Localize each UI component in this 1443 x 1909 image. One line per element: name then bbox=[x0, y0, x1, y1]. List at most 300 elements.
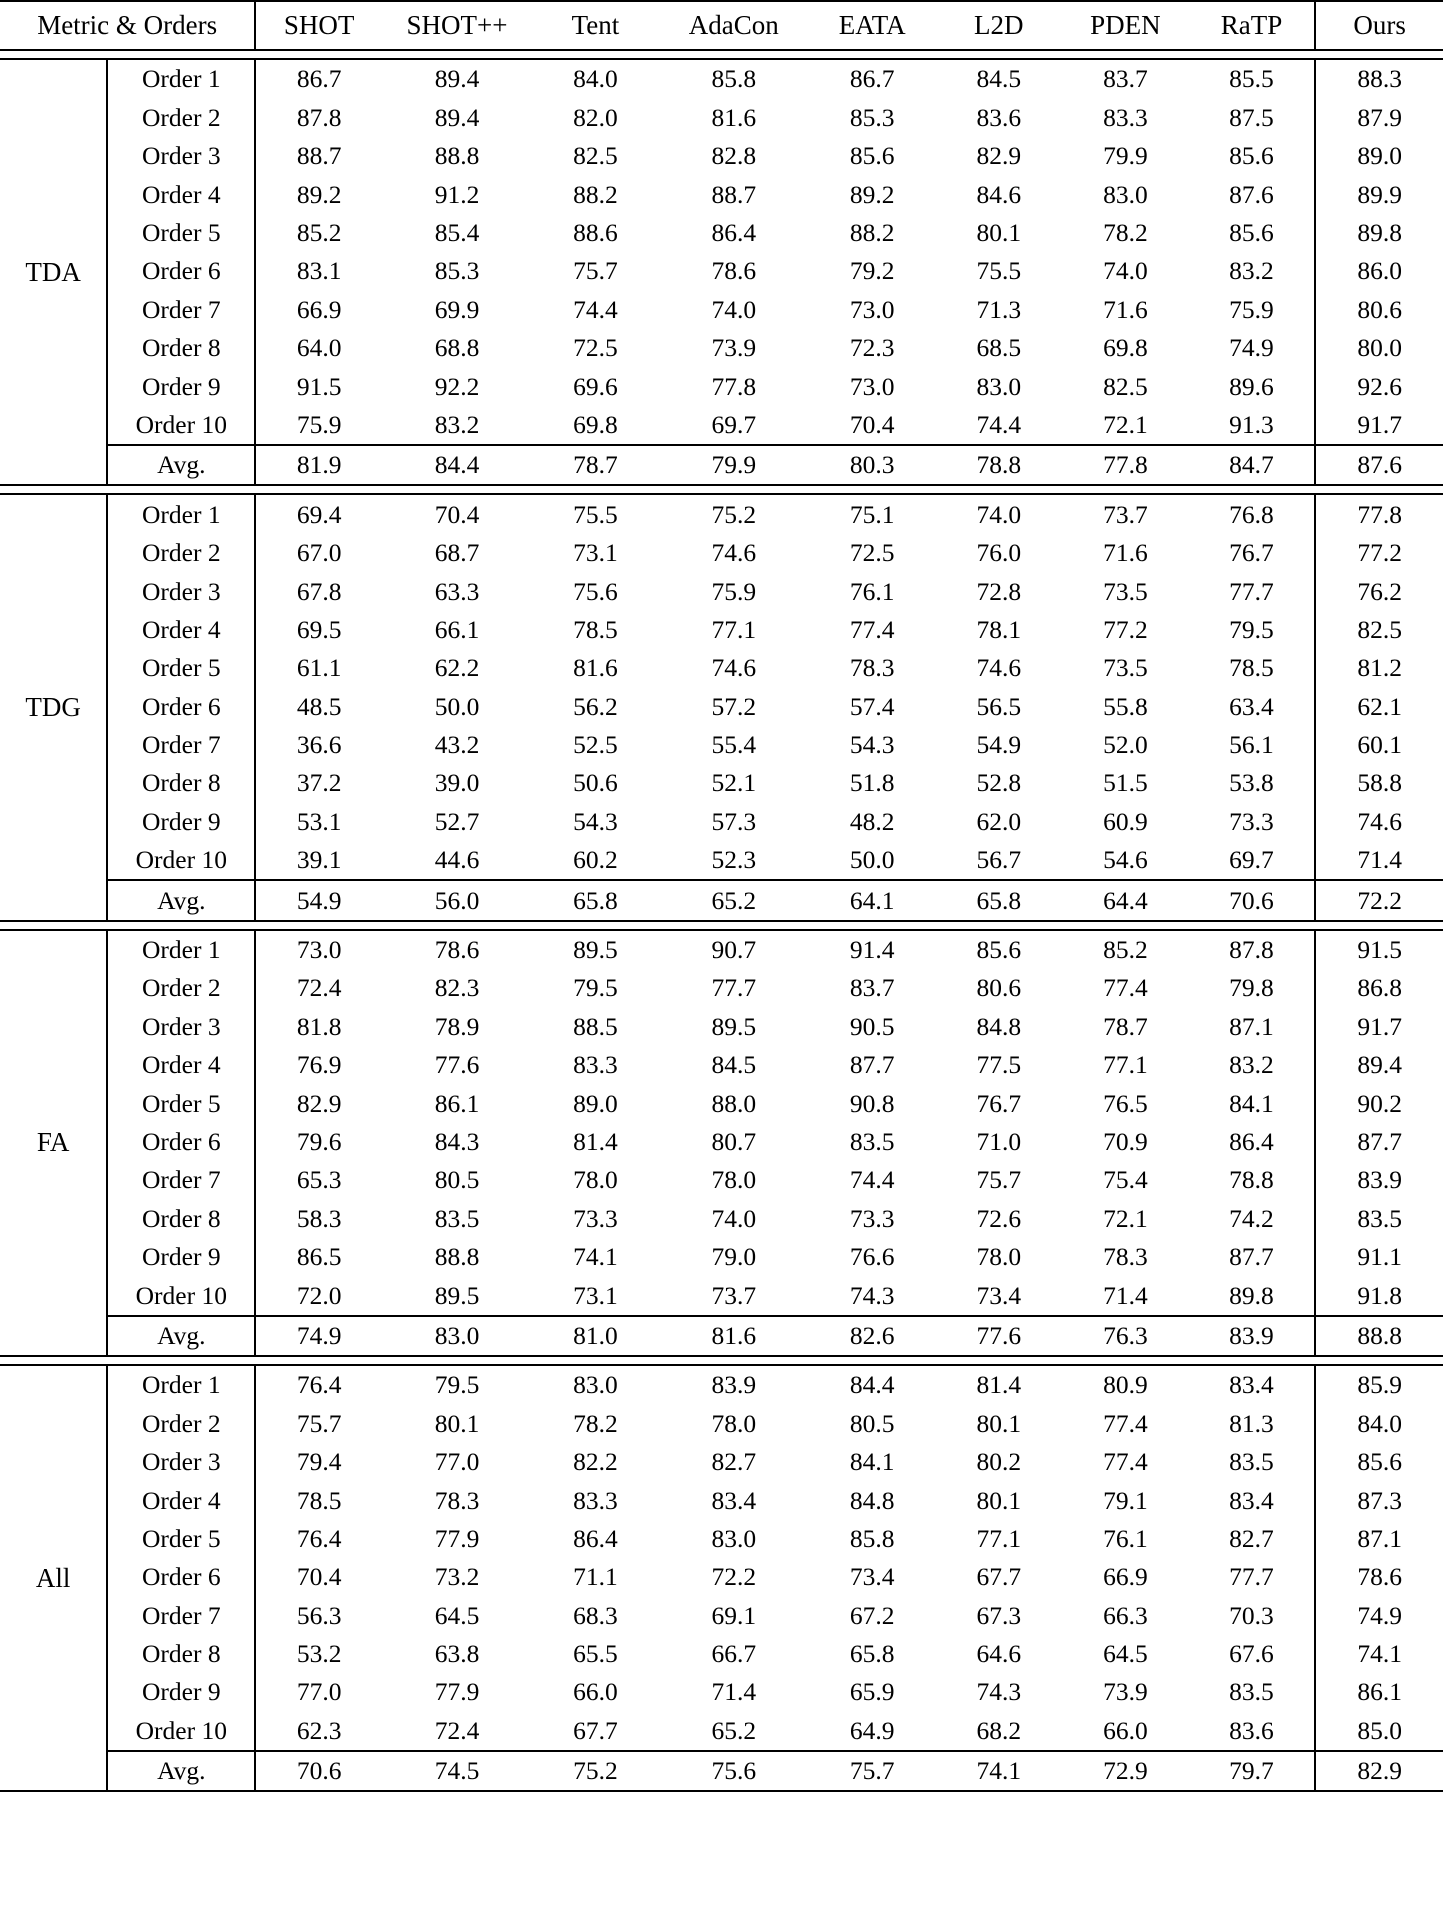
cell-value: 56.5 bbox=[976, 691, 1022, 721]
double-rule bbox=[0, 1355, 1443, 1366]
cell-value: 67.7 bbox=[573, 1715, 618, 1745]
avg-cell-value: 65.8 bbox=[935, 880, 1062, 919]
cell-value: 85.5 bbox=[1189, 60, 1316, 98]
cell-value: 57.2 bbox=[711, 691, 757, 721]
cell-value: 75.5 bbox=[976, 256, 1022, 286]
header-col-eata: EATA bbox=[838, 10, 906, 40]
cell-value: 78.2 bbox=[573, 1408, 618, 1438]
avg-cell-value: 75.6 bbox=[659, 1751, 809, 1791]
order-label: Order 6 bbox=[107, 252, 255, 290]
order-label: Order 5 bbox=[107, 1519, 255, 1557]
cell-value: 73.4 bbox=[849, 1562, 895, 1592]
cell-ours: 62.1 bbox=[1357, 691, 1402, 721]
table-header-row bbox=[0, 2, 1443, 49]
cell-value: 52.1 bbox=[711, 768, 757, 798]
section-double-rule bbox=[0, 484, 1443, 495]
cell-value: 79.6 bbox=[296, 1126, 342, 1156]
cell-value: 74.4 bbox=[976, 409, 1022, 439]
cell-value: 76.5 bbox=[1103, 1088, 1148, 1118]
order-label: Order 2 bbox=[107, 98, 255, 136]
cell-ours: 84.0 bbox=[1357, 1408, 1402, 1438]
cell-value: 81.6 bbox=[711, 102, 757, 132]
cell-value: 79.5 bbox=[573, 973, 618, 1003]
cell-value: 88.7 bbox=[296, 141, 342, 171]
cell-value: 81.3 bbox=[1189, 1404, 1316, 1442]
order-label: Order 1 bbox=[107, 495, 255, 533]
cell-value: 70.4 bbox=[296, 1562, 342, 1592]
metric-label-TDA: TDA bbox=[0, 60, 107, 484]
order-label: Order 9 bbox=[107, 1673, 255, 1711]
cell-value: 75.7 bbox=[573, 256, 618, 286]
section-double-rule bbox=[0, 920, 1443, 931]
table-row bbox=[0, 687, 1443, 725]
avg-cell-value: 77.8 bbox=[1062, 445, 1189, 484]
table-row bbox=[0, 1199, 1443, 1237]
cell-value: 72.4 bbox=[434, 1715, 480, 1745]
cell-value: 54.3 bbox=[573, 806, 618, 836]
cell-value: 55.8 bbox=[1103, 691, 1148, 721]
table-row bbox=[0, 931, 1443, 969]
cell-value: 66.0 bbox=[573, 1677, 618, 1707]
cell-value: 65.3 bbox=[296, 1165, 342, 1195]
cell-value: 83.0 bbox=[711, 1523, 757, 1553]
cell-value: 66.3 bbox=[1103, 1600, 1148, 1630]
cell-ours: 83.5 bbox=[1357, 1203, 1402, 1233]
cell-value: 85.8 bbox=[711, 64, 757, 94]
table-avg-row bbox=[0, 1316, 1443, 1355]
cell-value: 89.5 bbox=[711, 1011, 757, 1041]
cell-value: 70.3 bbox=[1189, 1596, 1316, 1634]
cell-value: 75.6 bbox=[573, 576, 618, 606]
cell-ours: 82.5 bbox=[1357, 614, 1402, 644]
table-row bbox=[0, 1084, 1443, 1122]
cell-value: 75.4 bbox=[1103, 1165, 1148, 1195]
cell-value: 74.3 bbox=[976, 1677, 1022, 1707]
cell-value: 83.3 bbox=[1103, 102, 1148, 132]
bottom-rule bbox=[0, 1791, 1443, 1792]
cell-value: 83.3 bbox=[573, 1485, 618, 1515]
cell-value: 80.1 bbox=[976, 1485, 1022, 1515]
table-row bbox=[0, 329, 1443, 367]
cell-value: 86.1 bbox=[434, 1088, 480, 1118]
cell-value: 85.6 bbox=[849, 141, 895, 171]
cell-value: 88.6 bbox=[573, 218, 618, 247]
cell-value: 87.8 bbox=[296, 102, 342, 132]
cell-value: 52.0 bbox=[1103, 730, 1148, 760]
table-row bbox=[0, 610, 1443, 648]
cell-value: 78.2 bbox=[1103, 218, 1148, 247]
avg-cell-value: 78.8 bbox=[935, 445, 1062, 484]
cell-value: 70.4 bbox=[434, 499, 480, 529]
cell-value: 72.1 bbox=[1103, 409, 1148, 439]
cell-value: 85.6 bbox=[976, 935, 1022, 965]
avg-label: Avg. bbox=[107, 880, 255, 919]
cell-ours: 89.9 bbox=[1357, 179, 1402, 209]
cell-ours: 74.9 bbox=[1357, 1600, 1402, 1630]
order-label: Order 8 bbox=[107, 1635, 255, 1673]
table-avg-row bbox=[0, 1751, 1443, 1791]
cell-value: 75.9 bbox=[1189, 290, 1316, 328]
cell-value: 73.4 bbox=[976, 1280, 1022, 1310]
cell-value: 92.2 bbox=[434, 371, 480, 401]
cell-value: 52.5 bbox=[573, 730, 618, 760]
cell-ours: 60.1 bbox=[1357, 730, 1402, 760]
cell-value: 60.9 bbox=[1103, 806, 1148, 836]
cell-value: 67.7 bbox=[976, 1562, 1022, 1592]
metric-label-All: All bbox=[0, 1366, 107, 1791]
cell-value: 87.1 bbox=[1189, 1007, 1316, 1045]
cell-value: 74.0 bbox=[711, 294, 757, 324]
cell-value: 85.4 bbox=[434, 218, 480, 247]
cell-value: 73.3 bbox=[573, 1203, 618, 1233]
cell-value: 82.5 bbox=[1103, 371, 1148, 401]
cell-value: 77.1 bbox=[976, 1523, 1022, 1553]
cell-value: 77.1 bbox=[1103, 1050, 1148, 1080]
cell-value: 77.0 bbox=[434, 1447, 480, 1477]
cell-value: 44.6 bbox=[434, 845, 480, 875]
cell-ours: 86.1 bbox=[1357, 1677, 1402, 1707]
cell-value: 89.2 bbox=[849, 179, 895, 209]
cell-ours: 74.6 bbox=[1357, 806, 1402, 836]
cell-ours: 80.0 bbox=[1357, 333, 1402, 363]
table-row bbox=[0, 1519, 1443, 1557]
header-col-l2d: L2D bbox=[974, 10, 1024, 40]
cell-value: 78.3 bbox=[1103, 1242, 1148, 1272]
cell-value: 73.0 bbox=[849, 371, 895, 401]
cell-value: 37.2 bbox=[296, 768, 342, 798]
cell-value: 54.6 bbox=[1103, 845, 1148, 875]
cell-value: 89.4 bbox=[434, 102, 480, 132]
avg-cell-value: 75.2 bbox=[532, 1751, 659, 1791]
table-row bbox=[0, 1558, 1443, 1596]
cell-value: 84.1 bbox=[849, 1447, 895, 1477]
cell-value: 69.4 bbox=[296, 499, 342, 529]
order-label: Order 3 bbox=[107, 1007, 255, 1045]
cell-ours: 91.7 bbox=[1357, 1011, 1402, 1041]
cell-value: 83.2 bbox=[434, 409, 480, 439]
cell-value: 77.9 bbox=[434, 1523, 480, 1553]
cell-value: 78.0 bbox=[573, 1165, 618, 1195]
cell-value: 79.5 bbox=[434, 1370, 480, 1400]
cell-value: 82.3 bbox=[434, 973, 480, 1003]
order-label: Order 10 bbox=[107, 1711, 255, 1750]
cell-value: 84.3 bbox=[434, 1126, 480, 1156]
cell-value: 87.8 bbox=[1189, 931, 1316, 969]
cell-value: 76.7 bbox=[1189, 534, 1316, 572]
cell-value: 84.4 bbox=[849, 1370, 895, 1400]
cell-value: 82.0 bbox=[573, 102, 618, 132]
cell-value: 83.7 bbox=[849, 973, 895, 1003]
cell-value: 78.3 bbox=[434, 1485, 480, 1515]
order-label: Order 8 bbox=[107, 1199, 255, 1237]
table-row bbox=[0, 1443, 1443, 1481]
cell-value: 75.7 bbox=[296, 1408, 342, 1438]
cell-value: 74.4 bbox=[573, 294, 618, 324]
cell-value: 86.4 bbox=[1189, 1123, 1316, 1161]
order-label: Order 8 bbox=[107, 329, 255, 367]
cell-value: 54.3 bbox=[849, 730, 895, 760]
cell-value: 91.5 bbox=[296, 371, 342, 401]
cell-ours: 80.6 bbox=[1357, 294, 1402, 324]
cell-value: 86.5 bbox=[296, 1242, 342, 1272]
cell-value: 73.9 bbox=[1103, 1677, 1148, 1707]
cell-value: 83.5 bbox=[434, 1203, 480, 1233]
order-label: Order 7 bbox=[107, 290, 255, 328]
cell-value: 78.6 bbox=[434, 935, 480, 965]
cell-value: 85.3 bbox=[434, 256, 480, 286]
cell-value: 69.8 bbox=[1103, 333, 1148, 363]
cell-value: 78.5 bbox=[573, 614, 618, 644]
cell-value: 64.6 bbox=[976, 1639, 1022, 1669]
cell-value: 83.4 bbox=[1189, 1481, 1316, 1519]
table-row bbox=[0, 98, 1443, 136]
cell-ours: 78.6 bbox=[1357, 1562, 1402, 1592]
cell-value: 62.0 bbox=[976, 806, 1022, 836]
cell-value: 80.5 bbox=[849, 1408, 895, 1438]
table-row bbox=[0, 367, 1443, 405]
cell-value: 75.2 bbox=[711, 499, 757, 529]
avg-cell-value: 74.1 bbox=[935, 1751, 1062, 1791]
cell-value: 83.0 bbox=[573, 1370, 618, 1400]
cell-value: 77.4 bbox=[1103, 973, 1148, 1003]
cell-value: 57.3 bbox=[711, 806, 757, 836]
cell-value: 67.8 bbox=[296, 576, 342, 606]
avg-cell-value: 75.7 bbox=[809, 1751, 936, 1791]
cell-value: 89.6 bbox=[1189, 367, 1316, 405]
cell-value: 87.6 bbox=[1189, 175, 1316, 213]
avg-cell-value: 83.0 bbox=[382, 1316, 532, 1355]
table-row bbox=[0, 1238, 1443, 1276]
avg-label: Avg. bbox=[107, 1316, 255, 1355]
avg-cell-value: 64.1 bbox=[809, 880, 936, 919]
avg-cell-value: 76.3 bbox=[1062, 1316, 1189, 1355]
cell-value: 64.5 bbox=[1103, 1639, 1148, 1669]
cell-value: 48.2 bbox=[849, 806, 895, 836]
avg-cell-value: 74.9 bbox=[255, 1316, 382, 1355]
cell-value: 71.6 bbox=[1103, 538, 1148, 568]
cell-value: 71.6 bbox=[1103, 294, 1148, 324]
cell-value: 72.2 bbox=[711, 1562, 757, 1592]
cell-value: 83.2 bbox=[1189, 252, 1316, 290]
order-label: Order 4 bbox=[107, 610, 255, 648]
order-label: Order 6 bbox=[107, 1123, 255, 1161]
cell-ours: 87.9 bbox=[1357, 102, 1402, 132]
cell-value: 87.5 bbox=[1189, 98, 1316, 136]
header-metric-orders: Metric & Orders bbox=[0, 2, 255, 49]
table-body bbox=[0, 1, 1443, 1792]
avg-cell-value: 72.9 bbox=[1062, 1751, 1189, 1791]
cell-value: 74.4 bbox=[849, 1165, 895, 1195]
cell-value: 83.1 bbox=[296, 256, 342, 286]
order-label: Order 1 bbox=[107, 60, 255, 98]
table-bottom-rule bbox=[0, 1791, 1443, 1792]
order-label: Order 9 bbox=[107, 1238, 255, 1276]
cell-value: 83.4 bbox=[1189, 1366, 1316, 1404]
cell-value: 78.0 bbox=[711, 1408, 757, 1438]
table-row bbox=[0, 1046, 1443, 1084]
header-col-ratp: RaTP bbox=[1189, 2, 1316, 49]
cell-value: 77.4 bbox=[849, 614, 895, 644]
order-label: Order 10 bbox=[107, 841, 255, 880]
cell-value: 51.8 bbox=[849, 768, 895, 798]
table-row bbox=[0, 969, 1443, 1007]
header-double-rule bbox=[0, 49, 1443, 60]
cell-value: 83.4 bbox=[711, 1485, 757, 1515]
cell-value: 86.7 bbox=[296, 64, 342, 94]
cell-value: 88.2 bbox=[573, 179, 618, 209]
header-col-adacon: AdaCon bbox=[688, 10, 779, 40]
cell-ours: 91.7 bbox=[1357, 409, 1402, 439]
avg-cell-value: 80.3 bbox=[809, 445, 936, 484]
cell-value: 77.5 bbox=[976, 1050, 1022, 1080]
cell-value: 62.2 bbox=[434, 653, 480, 683]
cell-value: 82.5 bbox=[573, 141, 618, 171]
cell-value: 74.3 bbox=[849, 1280, 895, 1310]
cell-value: 69.8 bbox=[573, 409, 618, 439]
cell-value: 88.8 bbox=[434, 141, 480, 171]
cell-value: 75.5 bbox=[573, 499, 618, 529]
cell-value: 65.9 bbox=[849, 1677, 895, 1707]
double-rule bbox=[0, 49, 1443, 60]
cell-ours: 85.6 bbox=[1357, 1447, 1402, 1477]
order-label: Order 10 bbox=[107, 406, 255, 445]
cell-value: 77.8 bbox=[711, 371, 757, 401]
header-col-pden: PDEN bbox=[1090, 10, 1161, 40]
cell-value: 83.0 bbox=[976, 371, 1022, 401]
cell-value: 72.3 bbox=[849, 333, 895, 363]
cell-value: 86.4 bbox=[711, 218, 757, 247]
avg-cell-value: 84.7 bbox=[1189, 445, 1316, 484]
cell-value: 69.7 bbox=[711, 409, 757, 439]
cell-value: 84.5 bbox=[976, 64, 1022, 94]
cell-value: 89.0 bbox=[573, 1088, 618, 1118]
order-label: Order 4 bbox=[107, 1481, 255, 1519]
cell-value: 84.0 bbox=[573, 64, 618, 94]
avg-cell-value: 78.7 bbox=[532, 445, 659, 484]
table-row bbox=[0, 406, 1443, 445]
cell-value: 75.9 bbox=[711, 576, 757, 606]
cell-value: 71.4 bbox=[1103, 1280, 1148, 1310]
cell-value: 80.1 bbox=[976, 1408, 1022, 1438]
cell-value: 79.0 bbox=[711, 1242, 757, 1272]
cell-value: 73.0 bbox=[849, 294, 895, 324]
cell-value: 84.8 bbox=[976, 1011, 1022, 1041]
table-row bbox=[0, 1481, 1443, 1519]
cell-value: 84.1 bbox=[1189, 1084, 1316, 1122]
avg-cell-value: 84.4 bbox=[382, 445, 532, 484]
cell-value: 77.9 bbox=[434, 1677, 480, 1707]
cell-value: 66.1 bbox=[434, 614, 480, 644]
cell-value: 80.9 bbox=[1103, 1370, 1148, 1400]
cell-value: 79.2 bbox=[849, 256, 895, 286]
avg-cell-ours: 82.9 bbox=[1315, 1751, 1443, 1791]
cell-value: 66.7 bbox=[711, 1639, 757, 1669]
cell-value: 80.2 bbox=[976, 1447, 1022, 1477]
cell-value: 88.0 bbox=[711, 1088, 757, 1118]
metric-label-FA: FA bbox=[0, 931, 107, 1355]
avg-cell-value: 70.6 bbox=[255, 1751, 382, 1791]
cell-value: 76.0 bbox=[976, 538, 1022, 568]
metric-label-TDG: TDG bbox=[0, 495, 107, 919]
table-row bbox=[0, 726, 1443, 764]
cell-value: 82.9 bbox=[296, 1088, 342, 1118]
cell-value: 54.9 bbox=[976, 730, 1022, 760]
table-row bbox=[0, 1276, 1443, 1315]
header-col-shotplusplus: SHOT++ bbox=[406, 10, 508, 40]
cell-value: 74.0 bbox=[1103, 256, 1148, 286]
table-row bbox=[0, 534, 1443, 572]
cell-value: 74.6 bbox=[976, 653, 1022, 683]
cell-value: 71.3 bbox=[976, 294, 1022, 324]
cell-value: 67.6 bbox=[1189, 1635, 1316, 1673]
table-row bbox=[0, 1404, 1443, 1442]
cell-value: 78.8 bbox=[1189, 1161, 1316, 1199]
cell-value: 82.9 bbox=[976, 141, 1022, 171]
table-row bbox=[0, 1711, 1443, 1750]
cell-value: 73.5 bbox=[1103, 576, 1148, 606]
cell-value: 67.0 bbox=[296, 538, 342, 568]
cell-value: 76.1 bbox=[849, 576, 895, 606]
cell-value: 78.6 bbox=[711, 256, 757, 286]
avg-cell-value: 81.9 bbox=[255, 445, 382, 484]
cell-value: 83.2 bbox=[1189, 1046, 1316, 1084]
header-col-tent: Tent bbox=[571, 10, 620, 40]
table-row bbox=[0, 764, 1443, 802]
cell-ours: 86.8 bbox=[1357, 973, 1402, 1003]
table-avg-row bbox=[0, 445, 1443, 484]
cell-value: 79.9 bbox=[1103, 141, 1148, 171]
cell-value: 78.0 bbox=[976, 1242, 1022, 1272]
cell-value: 81.4 bbox=[573, 1126, 618, 1156]
cell-value: 73.7 bbox=[1103, 499, 1148, 529]
cell-value: 73.1 bbox=[573, 1280, 618, 1310]
cell-value: 85.2 bbox=[1103, 935, 1148, 965]
cell-value: 77.4 bbox=[1103, 1408, 1148, 1438]
avg-cell-value: 79.7 bbox=[1189, 1751, 1316, 1791]
cell-value: 55.4 bbox=[711, 730, 757, 760]
cell-value: 75.7 bbox=[976, 1165, 1022, 1195]
cell-ours: 91.5 bbox=[1357, 935, 1402, 965]
cell-value: 56.2 bbox=[573, 691, 618, 721]
cell-ours: 74.1 bbox=[1357, 1639, 1402, 1669]
cell-value: 88.8 bbox=[434, 1242, 480, 1272]
cell-value: 72.8 bbox=[976, 576, 1022, 606]
table-row bbox=[0, 137, 1443, 175]
order-label: Order 5 bbox=[107, 214, 255, 252]
cell-value: 71.1 bbox=[573, 1562, 618, 1592]
avg-cell-value: 64.4 bbox=[1062, 880, 1189, 919]
cell-value: 69.5 bbox=[296, 614, 342, 644]
cell-value: 83.3 bbox=[573, 1050, 618, 1080]
cell-ours: 85.0 bbox=[1357, 1715, 1402, 1745]
table-row bbox=[0, 60, 1443, 98]
cell-value: 76.1 bbox=[1103, 1523, 1148, 1553]
avg-cell-value: 81.0 bbox=[532, 1316, 659, 1355]
cell-value: 52.3 bbox=[711, 845, 757, 875]
header-col-shot: SHOT bbox=[283, 10, 355, 40]
cell-value: 57.4 bbox=[849, 691, 895, 721]
avg-cell-ours: 88.8 bbox=[1315, 1316, 1443, 1355]
cell-value: 87.7 bbox=[849, 1050, 895, 1080]
table-row bbox=[0, 290, 1443, 328]
double-rule bbox=[0, 484, 1443, 495]
order-label: Order 2 bbox=[107, 534, 255, 572]
cell-value: 84.5 bbox=[711, 1050, 757, 1080]
cell-value: 76.8 bbox=[1189, 495, 1316, 533]
cell-value: 89.2 bbox=[296, 179, 342, 209]
cell-value: 64.5 bbox=[434, 1600, 480, 1630]
cell-ours: 91.8 bbox=[1357, 1280, 1402, 1310]
